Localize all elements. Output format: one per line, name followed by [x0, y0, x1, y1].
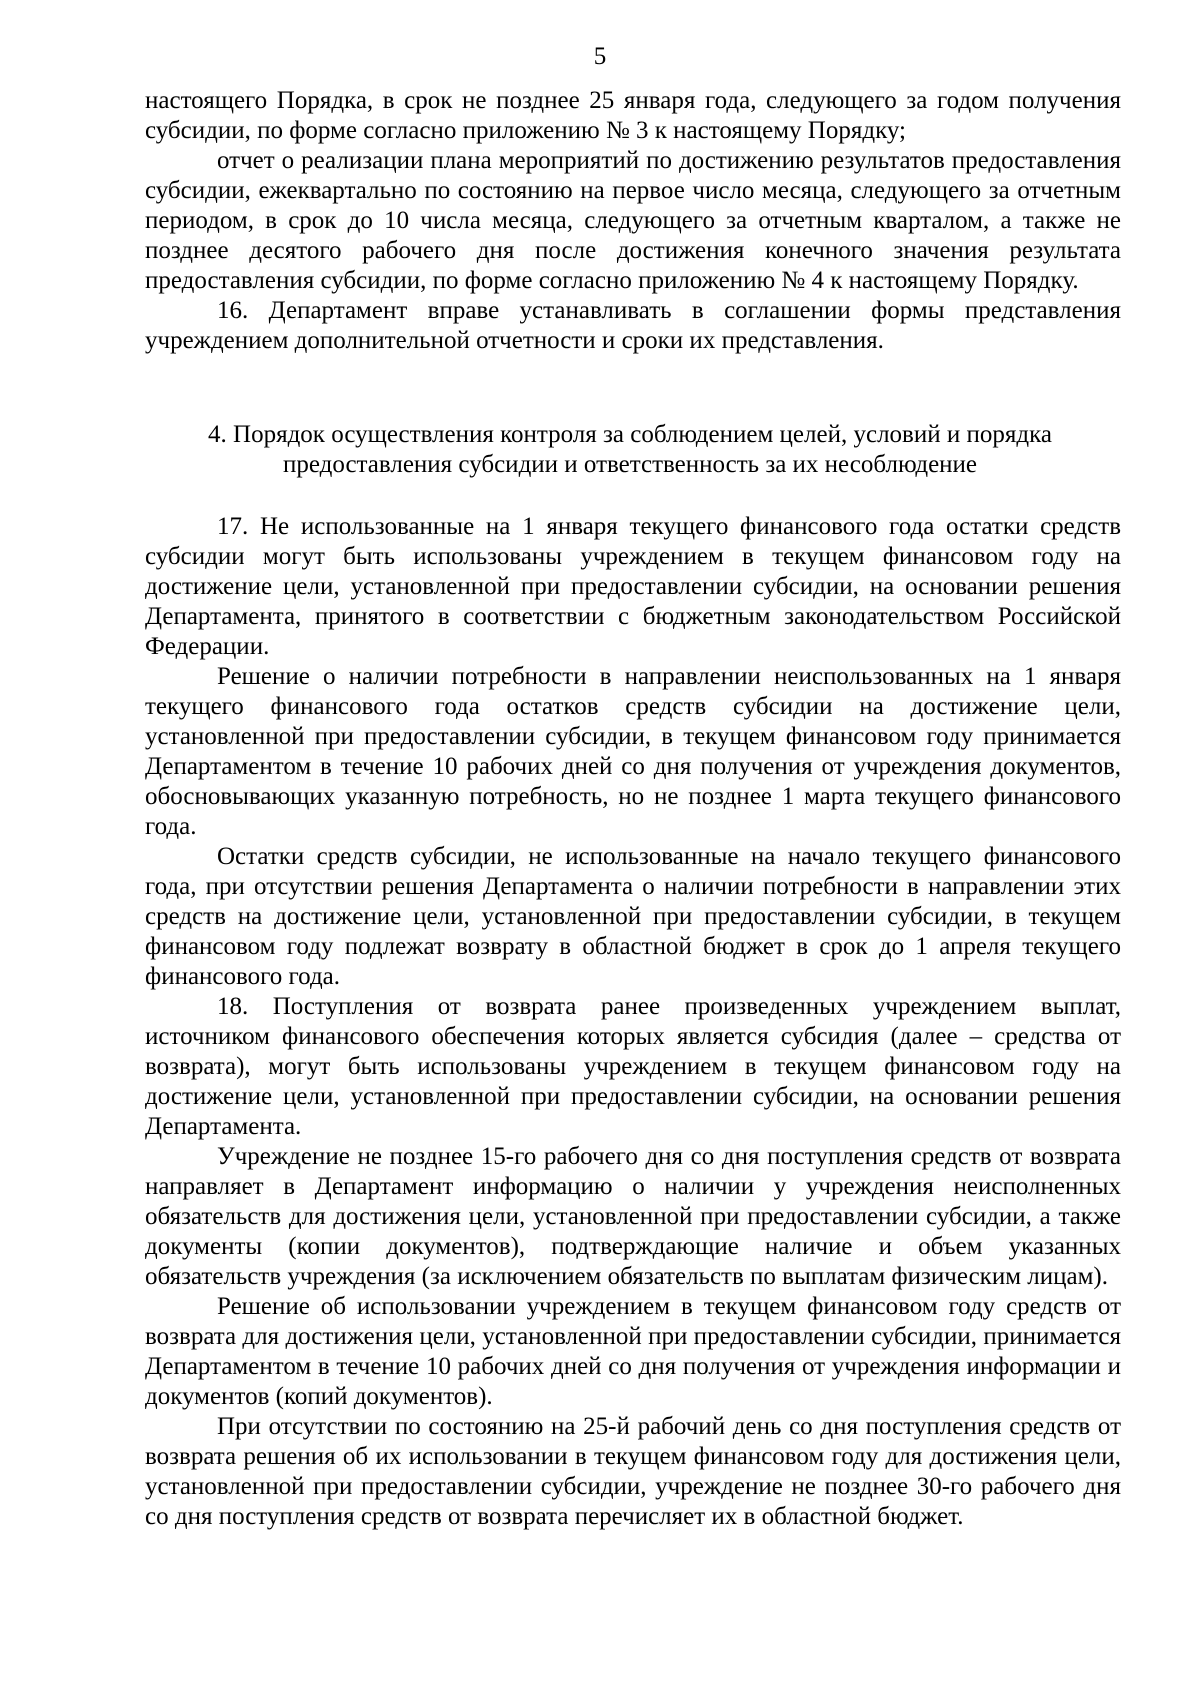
paragraph-item-17: 17. Не использованные на 1 января текущего финансового года остатки средств субсидии могут быть использованы учреждением в текущем финансовом году на достижение цели, установленной при предоставлении субсидии, на основании решения Департамента, принятого в соответствии с бюджетным законодательством Российской Федерации.	[145, 513, 1121, 660]
paragraph-decision-need: Решение о наличии потребности в направлении неиспользованных на 1 января текущего финансового года остатков средств субсидии на достижение цели, установленной при предоставлении субсидии, в текущем финансовом году принимается Департаментом в течение 10 рабочих дней со дня получения от учреждения документов, обосновывающих указанную потребность, но не позднее 1 марта текущего финансового года.	[145, 663, 1121, 840]
section-heading: 4. Порядок осуществления контроля за соблюдением целей, условий и порядка предоставления субсидии и ответственность за их несоблюдение	[208, 421, 1052, 478]
paragraph-decision-use: Решение об использовании учреждением в текущем финансовом году средств от возврата для достижения цели, установленной при предоставлении субсидии, принимается Департаментом в течение 10 рабочих дней со дня получения от учреждения информации и документов (копий документов).	[145, 1293, 1121, 1410]
main-text-block	[145, 512, 1121, 1532]
paragraph-item-18: 18. Поступления от возврата ранее произведенных учреждением выплат, источником финансового обеспечения которых является субсидия (далее – средства от возврата), могут быть использованы учреждением в текущем финансовом году на достижение цели, установленной при предоставлении субсидии, на основании решения Департамента.	[145, 993, 1121, 1140]
paragraph-report-plan: отчет о реализации плана мероприятий по достижению результатов предоставления субсидии, ежеквартально по состоянию на первое число месяца, следующего за отчетным периодом, в срок до 10 числа месяца, следующего за отчетным кварталом, а также не позднее десятого рабочего дня после достижения конечного значения результата предоставления субсидии, по форме согласно приложению № 4 к настоящему Порядку.	[145, 147, 1121, 294]
paragraph-remaining-funds: Остатки средств субсидии, не использованные на начало текущего финансового года, при отсутствии решения Департамента о наличии потребности в направлении этих средств на достижение цели, установленной при предоставлении субсидии, в текущем финансовом году подлежат возврату в областной бюджет в срок до 1 апреля текущего финансового года.	[145, 843, 1121, 990]
page-number: 5	[593, 43, 607, 70]
top-text-block	[145, 86, 1121, 356]
paragraph-institution-info: Учреждение не позднее 15-го рабочего дня со дня поступления средств от возврата направляет в Департамент информацию о наличии у учреждения неисполненных обязательств для достижения цели, установленной при предоставлении субсидии, а также документы (копии документов), подтверждающие наличие и объем указанных обязательств учреждения (за исключением обязательств по выплатам физическим лицам).	[145, 1143, 1121, 1290]
paragraph-item-16: 16. Департамент вправе устанавливать в соглашении формы представления учреждением дополнительной отчетности и сроки их представления.	[145, 297, 1121, 354]
paragraph-return-to-budget: При отсутствии по состоянию на 25-й рабочий день со дня поступления средств от возврата решения об их использовании в текущем финансовом году для достижения цели, установленной при предоставлении субсидии, учреждение не позднее 30-го рабочего дня со дня поступления средств от возврата перечисляет их в областной бюджет.	[145, 1413, 1121, 1530]
paragraph-continuation: настоящего Порядка, в срок не позднее 25 января года, следующего за годом получения субсидии, по форме согласно приложению № 3 к настоящему Порядку;	[145, 87, 1121, 144]
